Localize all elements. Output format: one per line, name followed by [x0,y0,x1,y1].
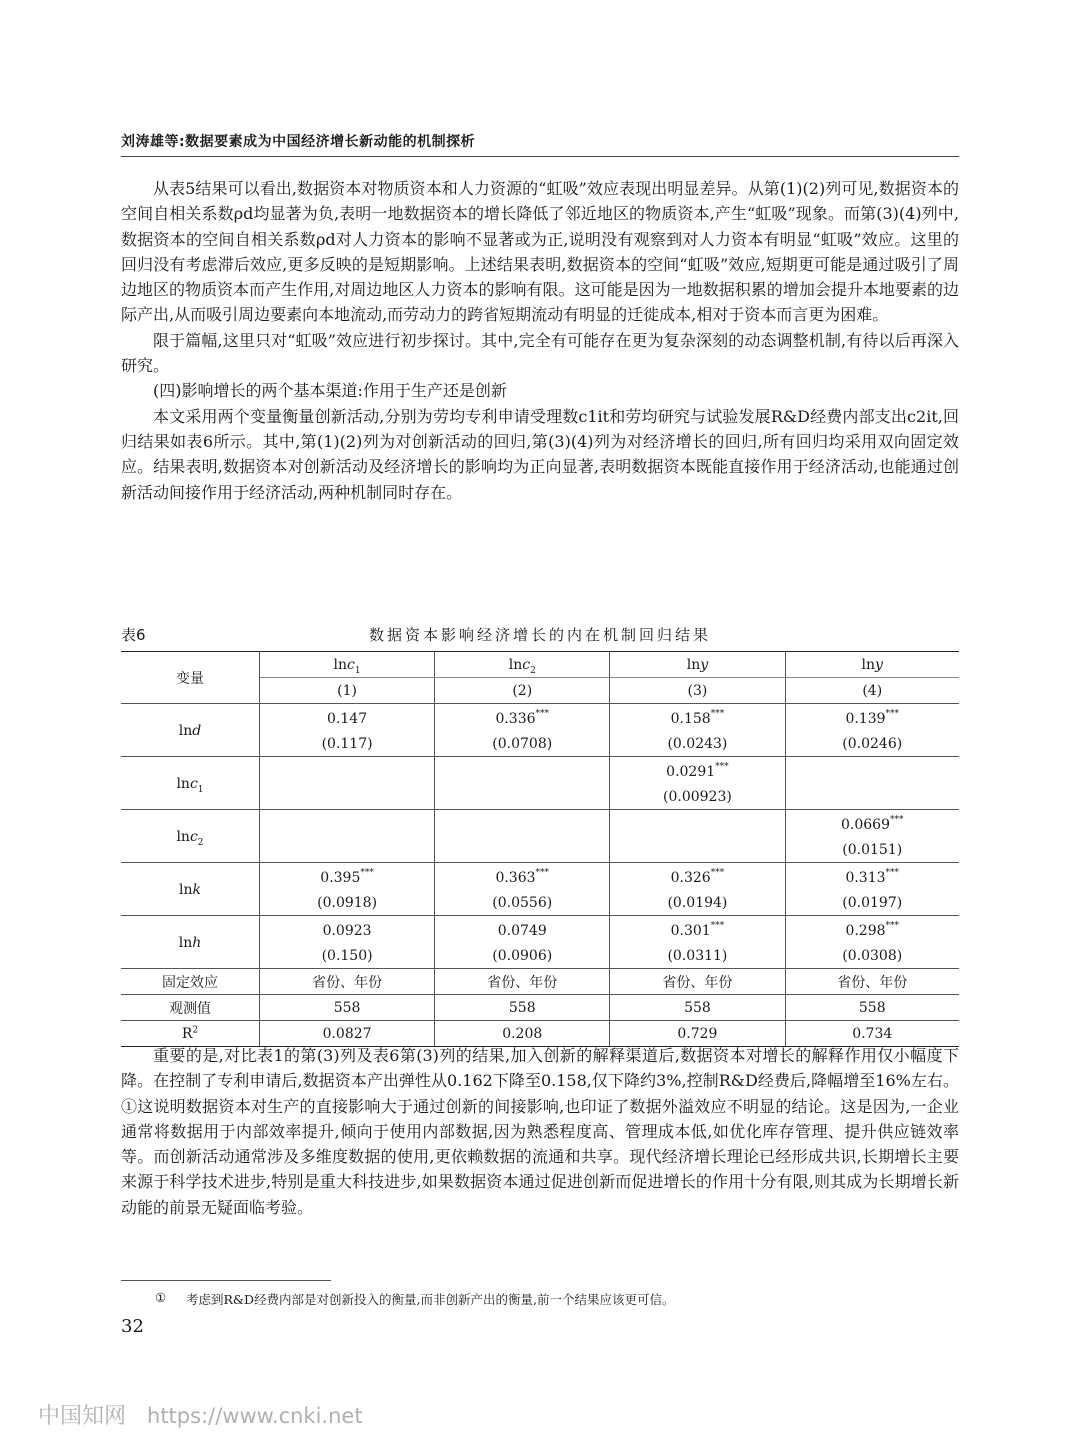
variable-label: $R^2$ [181,1024,199,1042]
row-variable: 固定效应 [121,969,260,995]
variable-label: lnc$_2$ [176,829,204,848]
standard-error-cell: (0.00923) [610,784,785,810]
standard-error-cell: (0.0708) [435,731,610,757]
significance-stars: *** [885,920,900,931]
significance-stars: *** [885,708,900,719]
standard-error-cell: (0.0918) [260,890,435,916]
paragraph-3: 本文采用两个变量衡量创新活动,分别为劳均专利申请受理数c1it和劳均研究与试验发展R&D经费内部支出c2it,回归结果如表6所示。其中,第(1)(2)列为对创新活动的回归,第(3)(4)列为对经济增长的回归,所有回归均采用双向固定效应。结果表明,数据资本对创新活动及经济增长的影响均为正向显著,表明数据资本既能直接作用于经济活动,也能通过创新活动间接作用于经济活动,两种机制同时存在。 [121,406,959,502]
fixed-effects-row [121,969,959,995]
significance-stars: *** [710,867,725,878]
summary-cell: 省份、年份 [785,969,959,995]
variable-label: lnd [178,723,202,739]
coefficient-cell [435,757,610,785]
dependent-variable [785,652,959,678]
variable-label: lnc$_1$ [333,656,361,676]
running-head: 刘涛雄等:数据要素成为中国经济增长新动能的机制探析 [121,134,476,150]
standard-error-cell: (0.0246) [785,731,959,757]
table-number: 表6 [121,626,146,644]
standard-error-cell [785,784,959,810]
coefficient-cell: 0.0749 [435,916,610,944]
row-variable [121,916,260,969]
standard-error-cell [435,784,610,810]
table-title: 数据资本影响经济增长的内在机制回归结果 [368,626,711,644]
row-variable [121,863,260,916]
variable-label: lny [861,656,883,673]
row-variable: 观测值 [121,995,260,1021]
coefficient-cell [260,810,435,838]
dependent-variable [435,652,610,678]
coefficient-cell: 0.0923 [260,916,435,944]
summary-cell: 0.734 [785,1021,959,1047]
table-row [121,757,959,785]
regression-table [121,651,959,1047]
column-number: (4) [785,678,959,704]
coefficient-cell: 0.147 [260,704,435,732]
summary-cell: 0.208 [435,1021,610,1047]
watermark-url[interactable]: https://www.cnki.net [147,1404,363,1428]
row-variable [121,704,260,757]
standard-error-cell: (0.0556) [435,890,610,916]
paragraph-4: 重要的是,对比表1的第(3)列及表6第(3)列的结果,加入创新的解释渠道后,数据资本对增长的解释作用仅小幅度下降。在控制了专利申请后,数据资本产出弹性从0.162下降至0.158,仅下降约3%,控制R&D经费后,降幅增至16%左右。①这说明数据资本对生产的直接影响大于通过创新的间接影响,也印证了数据外溢效应不明显的结论。这是因为,一企业通常将数据用于内部效率提升,倾向于使用内部数据,因为熟悉程度高、管理成本低,如优化库存管理、提升供应链效率等。而创新活动通常涉及多维度数据的使用,更依赖数据的流通和共享。现代经济增长理论已经形成共识,长期增长主要来源于科学技术进步,特别是重大科技进步,如果数据资本通过促进创新而促进增长的作用十分有限,则其成为长期增长新动能的前景无疑面临考验。 [121,1046,959,1217]
column-number: (2) [435,678,610,704]
standard-error-cell [260,837,435,863]
coefficient-cell: 0.0291*** [610,757,785,785]
variable-label: lnc$_1$ [176,776,204,795]
variable-label: lnk [179,882,201,898]
summary-cell: 558 [785,995,959,1021]
standard-error-cell [435,837,610,863]
coefficient-cell: 0.158*** [610,704,785,732]
coefficient-cell: 0.313*** [845,867,900,886]
footnote [155,1290,675,1308]
coefficient-cell [785,757,959,785]
coefficient-cell [260,757,435,785]
table-row [121,810,959,838]
coefficient-cell: 0.139*** [845,708,900,727]
standard-error-cell: (0.0243) [610,731,785,757]
summary-cell: 0.0827 [260,1021,435,1047]
watermark-brand: 中国知网 [38,1404,127,1429]
standard-error-cell [260,784,435,810]
coefficient-cell [435,810,610,838]
observations-row [121,995,959,1021]
cnki-watermark[interactable] [38,1399,363,1430]
coefficient-cell: 0.363*** [435,863,610,891]
row-variable [121,757,260,810]
summary-cell: 省份、年份 [610,969,785,995]
header-rule [121,156,959,157]
standard-error-cell [610,837,785,863]
table-row [121,863,959,891]
standard-error-cell: (0.0197) [785,890,959,916]
significance-stars: *** [890,814,904,825]
footnote-mark: ① [155,1290,167,1305]
significance-stars: *** [360,867,374,878]
table-row [121,916,959,944]
page-number: 32 [121,1316,144,1337]
table-row [121,704,959,732]
standard-error-cell: (0.0311) [610,943,785,969]
coefficient-cell: 0.395*** [260,863,435,891]
summary-cell: 558 [435,995,610,1021]
coefficient-cell: 0.326*** [610,863,785,891]
summary-cell: 0.729 [610,1021,785,1047]
significance-stars: *** [710,708,725,719]
column-number: (1) [260,678,435,704]
coefficient-cell: 0.336*** [435,704,610,732]
table-header-row [121,652,959,678]
column-number: (3) [610,678,785,704]
significance-stars: *** [885,867,900,878]
dependent-variable [260,652,435,678]
coefficient-cell [610,810,785,838]
standard-error-cell: (0.0194) [610,890,785,916]
standard-error-cell: (0.0906) [435,943,610,969]
summary-cell: 558 [260,995,435,1021]
coefficient-cell: 0.0669*** [841,814,904,833]
significance-stars: *** [535,708,550,719]
body-text-lower [121,1043,959,1220]
paragraph-1: 从表5结果可以看出,数据资本对物质资本和人力资源的“虹吸”效应表现出明显差异。从第(1)(2)列可见,数据资本的空间自相关系数ρd均显著为负,表明一地数据资本的增长降低了邻近地区的物质资本,产生“虹吸”现象。而第(3)(4)列中,数据资本的空间自相关系数ρd对人力资本的影响不显著或为正,说明没有观察到对人力资本有明显“虹吸”效应。这里的回归没有考虑滞后效应,更多反映的是短期影响。上述结果表明,数据资本的空间“虹吸”效应,短期更可能是通过吸引了周边地区的物质资本而产生作用,对周边地区人力资本的影响有限。这可能是因为一地数据积累的增加会提升本地要素的边际产出,从而吸引周边要素向本地流动,而劳动力的跨省短期流动有明显的迁徙成本,相对于资本而言更为困难。 [121,179,959,325]
standard-error-cell: (0.0308) [785,943,959,969]
standard-error-cell: (0.150) [260,943,435,969]
coefficient-cell: 0.298*** [845,920,900,939]
standard-error-cell: (0.117) [260,731,435,757]
footnote-rule [121,1280,331,1281]
summary-cell: 省份、年份 [260,969,435,995]
significance-stars: *** [535,867,550,878]
dependent-variable [610,652,785,678]
footnote-text: 考虑到R&D经费内部是对创新投入的衡量,而非创新产出的衡量,前一个结果应该更可信。 [186,1292,675,1307]
section-heading: (四)影响增长的两个基本渠道:作用于生产还是创新 [153,381,507,401]
standard-error-cell: (0.0151) [785,837,959,863]
summary-cell: 省份、年份 [435,969,610,995]
variable-label: lnh [178,935,202,951]
variable-label: lnc$_2$ [508,656,536,676]
significance-stars: *** [710,920,725,931]
body-text-upper [121,176,959,505]
variable-header: 变量 [121,652,260,704]
variable-label: lny [686,656,709,673]
significance-stars: *** [715,761,729,772]
coefficient-cell: 0.301*** [610,916,785,944]
paragraph-2: 限于篇幅,这里只对“虹吸”效应进行初步探讨。其中,完全有可能存在更为复杂深刻的动态调整机制,有待以后再深入研究。 [121,330,959,376]
summary-cell: 558 [610,995,785,1021]
row-variable [121,810,260,863]
